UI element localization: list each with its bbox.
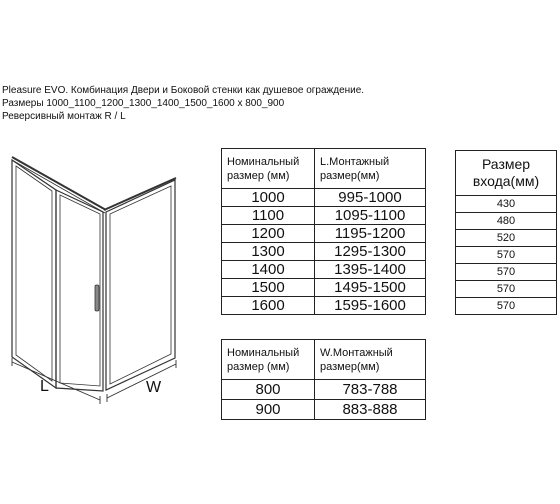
width-table-header-mounting: W.Монтажный размер(мм) (315, 340, 426, 380)
top-rail-inner (12, 160, 105, 213)
length-nominal-cell: 1200 (222, 225, 315, 243)
length-table-header-mounting: L.Монтажный размер(мм) (315, 149, 426, 189)
width-label: W (146, 379, 162, 396)
top-rail (12, 157, 106, 210)
length-label: L (40, 378, 49, 395)
entry-size-cell: 570 (456, 281, 557, 298)
enclosure-frame (12, 157, 176, 391)
length-mounting-cell: 1295-1300 (315, 243, 426, 261)
width-mounting-cell: 783-788 (315, 380, 426, 400)
entry-size-cell: 570 (456, 298, 557, 315)
sliding-door-inner (60, 195, 100, 386)
width-size-table (221, 339, 426, 420)
length-nominal-cell: 1300 (222, 243, 315, 261)
side-panel-inner (110, 186, 171, 384)
fixed-panel-inner (16, 166, 52, 381)
fixed-panel (12, 160, 56, 388)
width-dimension-line (107, 364, 176, 398)
entry-size-cell: 570 (456, 264, 557, 281)
length-nominal-cell: 1600 (222, 297, 315, 315)
width-nominal-cell: 900 (222, 400, 315, 420)
length-nominal-cell: 1000 (222, 189, 315, 207)
length-nominal-cell: 1100 (222, 207, 315, 225)
entry-size-cell: 570 (456, 247, 557, 264)
length-nominal-cell: 1500 (222, 279, 315, 297)
side-top-rail (104, 178, 176, 210)
width-mounting-cell: 883-888 (315, 400, 426, 420)
length-mounting-cell: 1495-1500 (315, 279, 426, 297)
length-size-table (221, 148, 426, 315)
entry-size-cell: 430 (456, 196, 557, 213)
description-line-3: Реверсивный монтаж R / L (2, 111, 126, 122)
length-mounting-cell: 995-1000 (315, 189, 426, 207)
entry-size-cell: 520 (456, 230, 557, 247)
entry-size-table (455, 150, 557, 315)
width-nominal-cell: 800 (222, 380, 315, 400)
description-line-1: Pleasure EVO. Комбинация Двери и Боковой стенки как душевое ограждение. (2, 85, 365, 96)
door-handle (95, 285, 99, 311)
length-nominal-cell: 1400 (222, 261, 315, 279)
length-table-header-nominal: Номинальный размер (мм) (222, 149, 315, 189)
description-line-2: Размеры 1000_1100_1200_1300_1400_1500_1600 х 800_900 (2, 98, 285, 109)
entry-size-cell: 480 (456, 213, 557, 230)
length-mounting-cell: 1595-1600 (315, 297, 426, 315)
length-mounting-cell: 1195-1200 (315, 225, 426, 243)
width-table-header-nominal: Номинальный размер (мм) (222, 340, 315, 380)
entry-table-header: Размер входа(мм) (456, 151, 557, 196)
length-mounting-cell: 1095-1100 (315, 207, 426, 225)
length-mounting-cell: 1395-1400 (315, 261, 426, 279)
